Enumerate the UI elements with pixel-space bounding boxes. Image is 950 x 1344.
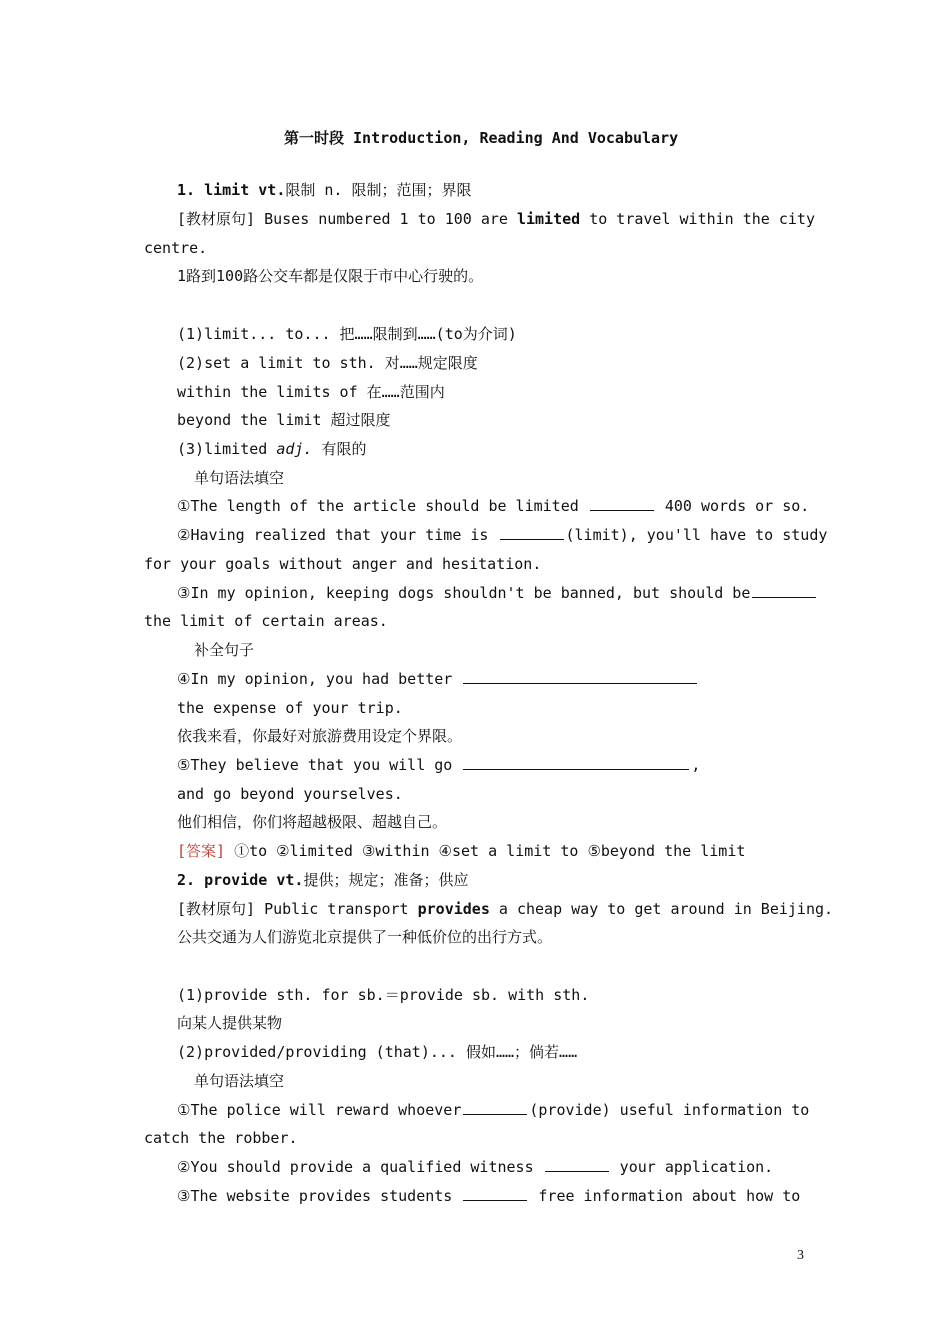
question-text-end: (limit), you'll have to study xyxy=(565,526,828,544)
question-text: ①The police will reward whoever xyxy=(177,1101,462,1119)
question-3-cont: the limit of certain areas. xyxy=(144,612,388,630)
exercise-heading: 单句语法填空 xyxy=(194,1072,285,1090)
source-translation: 1路到100路公交车都是仅限于市中心行驶的。 xyxy=(177,267,484,285)
usage-5-text: (3)limited xyxy=(177,440,277,458)
usage-5-meaning: 有限的 xyxy=(312,440,367,458)
source-text-end: a cheap way to get around in Beijing. xyxy=(489,900,834,918)
headword-meaning: 提供；规定；准备；供应 xyxy=(303,871,469,889)
question-text-end: 400 words or so. xyxy=(655,497,810,515)
usage-1: (1)provide sth. for sb.＝provide sb. with sth. xyxy=(177,986,590,1004)
question-5 xyxy=(177,755,700,775)
source-sentence xyxy=(177,209,815,229)
question-text: ①The length of the article should be limited xyxy=(177,497,588,515)
question-1 xyxy=(177,1100,809,1120)
question-3 xyxy=(177,583,818,603)
part-of-speech: adj. xyxy=(276,440,313,458)
answer-blank[interactable] xyxy=(752,583,816,598)
question-text: ②You should provide a qualified witness xyxy=(177,1158,543,1176)
question-text: ③The website provides students xyxy=(177,1187,462,1205)
entry-number: 1. xyxy=(177,181,205,199)
question-text-end: your application. xyxy=(610,1158,774,1176)
source-sentence-cont: centre. xyxy=(144,239,208,257)
page-title: 第一时段 Introduction, Reading And Vocabulary xyxy=(284,129,679,147)
question-2 xyxy=(177,1157,773,1177)
headword: limit vt. xyxy=(204,181,286,199)
question-text: ③In my opinion, keeping dogs shouldn't be banned, but should be xyxy=(177,584,751,602)
source-label: [教材原句] xyxy=(177,900,256,918)
answer-blank[interactable] xyxy=(500,525,564,540)
question-5-translation: 他们相信，你们将超越极限、超越自己。 xyxy=(177,813,448,831)
source-keyword: provides xyxy=(417,900,490,918)
usage-2: (2)provided/providing (that)... 假如……；倘若…… xyxy=(177,1043,578,1061)
source-keyword: limited xyxy=(516,210,581,228)
question-3 xyxy=(177,1186,800,1206)
source-translation: 公共交通为人们游览北京提供了一种低价位的出行方式。 xyxy=(177,928,553,946)
question-text-end: (provide) useful information to xyxy=(529,1101,810,1119)
question-text: ⑤They believe that you will go xyxy=(177,756,462,774)
question-1 xyxy=(177,496,809,516)
answer-blank[interactable] xyxy=(463,669,697,684)
answer-blank[interactable] xyxy=(463,1186,527,1201)
usage-5 xyxy=(177,439,367,459)
question-2-cont: for your goals without anger and hesitation. xyxy=(144,555,542,573)
usage-1-meaning: 向某人提供某物 xyxy=(177,1014,283,1032)
headword: provide vt. xyxy=(204,871,304,889)
answer-key xyxy=(177,841,745,861)
entry-heading-limit xyxy=(177,180,472,200)
question-text: ④In my opinion, you had better xyxy=(177,670,462,688)
entry-number: 2. xyxy=(177,871,205,889)
question-5-cont: and go beyond yourselves. xyxy=(177,785,403,803)
answer-blank[interactable] xyxy=(463,1100,527,1115)
exercise-heading: 单句语法填空 xyxy=(194,469,285,487)
headword-meaning: 限制 n. 限制；范围；界限 xyxy=(285,181,472,199)
source-label: [教材原句] xyxy=(177,210,256,228)
source-text-end: to travel within the city xyxy=(580,210,815,228)
usage-1: (1)limit... to... 把……限制到……(to为介词) xyxy=(177,325,517,343)
source-text: Buses numbered 1 to 100 are xyxy=(255,210,517,228)
question-1-cont: catch the robber. xyxy=(144,1129,298,1147)
page-number: 3 xyxy=(797,1248,804,1263)
question-text-end: free information about how to xyxy=(529,1187,801,1205)
answer-blank[interactable] xyxy=(545,1157,609,1172)
question-2 xyxy=(177,525,827,545)
question-4 xyxy=(177,669,699,689)
usage-2: (2)set a limit to sth. 对……规定限度 xyxy=(177,354,478,372)
usage-3: within the limits of 在……范围内 xyxy=(177,383,445,401)
source-text: Public transport xyxy=(255,900,418,918)
answer-blank[interactable] xyxy=(590,496,654,511)
question-text: ②Having realized that your time is xyxy=(177,526,498,544)
source-sentence xyxy=(177,899,833,919)
fill-heading: 补全句子 xyxy=(194,641,255,659)
usage-4: beyond the limit 超过限度 xyxy=(177,411,391,429)
question-4-translation: 依我来看，你最好对旅游费用设定个界限。 xyxy=(177,727,463,745)
answer-blank[interactable] xyxy=(463,755,689,770)
answer-list: ①to ②limited ③within ④set a limit to ⑤beyond the limit xyxy=(225,842,746,860)
entry-heading-provide xyxy=(177,870,468,890)
question-4-cont: the expense of your trip. xyxy=(177,699,403,717)
answer-label: [答案] xyxy=(177,842,226,860)
question-text-end: , xyxy=(691,756,701,774)
